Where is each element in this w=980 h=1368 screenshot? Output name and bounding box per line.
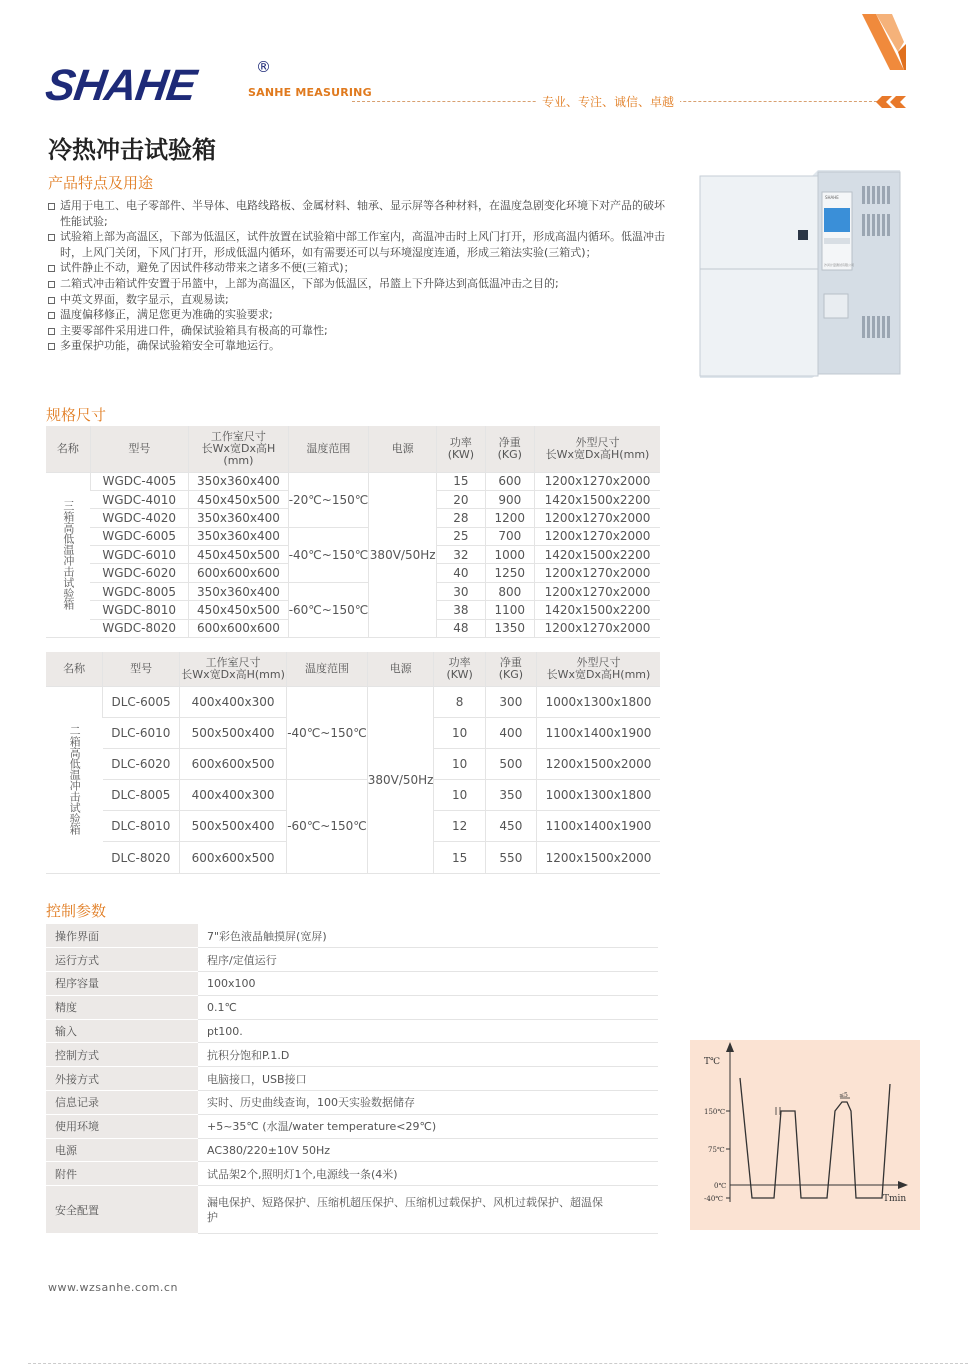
temperature-cycle-diagram (690, 1040, 920, 1230)
param-key: 外接方式 (46, 1067, 198, 1091)
feature-item: 多重保护功能，确保试验箱安全可靠地运行。 (48, 338, 668, 354)
table-row: 二箱高低温冲击试验箱 DLC-6005 400x400x300 -40℃~150℃ 380V/50Hz 8 300 1000x1300x1800 (46, 686, 660, 717)
footer-url[interactable]: www.wzsanhe.com.cn (48, 1281, 178, 1294)
power-supply-cell: 380V/50Hz (369, 472, 437, 638)
feature-item: 中英文界面，数字显示，直观易读; (48, 292, 668, 308)
feature-item: 主要零部件采用进口件，确保试验箱具有极高的可靠性; (48, 323, 668, 339)
param-value: 100x100 (198, 972, 658, 996)
param-row (46, 1162, 658, 1186)
param-key: 精度 (46, 995, 198, 1019)
temp-range-cell: -60℃~150℃ (288, 582, 369, 637)
param-row (46, 1186, 658, 1234)
col-weight-header: 净重 (KG) (485, 652, 536, 686)
x-axis-label: Tmin (883, 1194, 907, 1204)
param-key: 附件 (46, 1162, 198, 1186)
param-row (46, 1019, 658, 1043)
tick-label: -40℃ (704, 1195, 724, 1203)
param-row (46, 948, 658, 972)
footer-divider (28, 1363, 968, 1364)
chamber-brand-text: SHAHE (825, 195, 839, 200)
control-title: 控制参数 (46, 902, 107, 920)
table-header-row (46, 652, 660, 686)
param-key: 信息记录 (46, 1091, 198, 1115)
param-row (46, 1067, 658, 1091)
col-name-header: 名称 (46, 652, 103, 686)
param-key: 安全配置 (46, 1186, 198, 1234)
power-supply-cell: 380V/50Hz (367, 686, 434, 873)
param-row (46, 1091, 658, 1115)
param-key: 输入 (46, 1019, 198, 1043)
temp-range-cell: -40℃~150℃ (287, 686, 368, 780)
table-row: WGDC-8020 600x600x600 48 1350 1200x1270x2000 (46, 619, 660, 637)
table-row: WGDC-8010 450x450x500 38 1100 1420x1500x2200 (46, 601, 660, 619)
col-temp-header: 温度范围 (287, 652, 368, 686)
param-key: 程序容量 (46, 972, 198, 996)
col-power-header: 功率 (KW) (434, 652, 485, 686)
corner-decoration-icon (858, 12, 920, 112)
brand-subtitle: SANHE MEASURING (248, 86, 372, 99)
col-workroom-header: 工作室尺寸 长Wx宽Dx高H (mm) (189, 426, 289, 472)
param-value: pt100. (198, 1019, 658, 1043)
table-row: WGDC-4010 450x450x500 20 900 1420x1500x2200 (46, 490, 660, 508)
tick-label: 75℃ (708, 1146, 725, 1154)
param-value: 7"彩色液晶触摸屏(宽屏) (198, 924, 658, 948)
two-box-spec-table (46, 652, 660, 874)
time-annotation: ≤5 (839, 1092, 848, 1099)
features-list (48, 198, 668, 354)
registered-mark: ® (256, 58, 271, 76)
table-row: WGDC-4020 350x360x400 28 1200 1200x1270x2000 (46, 509, 660, 527)
table-row: WGDC-6020 600x600x600 40 1250 1200x1270x2000 (46, 564, 660, 582)
three-box-spec-table (46, 426, 660, 638)
param-value: 漏电保护、短路保护、压缩机超压保护、压缩机过载保护、风机过载保护、超温保护 (198, 1186, 658, 1234)
table-row: 三箱高低温冲击试验箱 WGDC-4005 350x360x400 -20℃~150℃ 380V/50Hz 15 600 1200x1270x2000 (46, 472, 660, 490)
page-title: 冷热冲击试验箱 (48, 136, 216, 164)
param-row (46, 1114, 658, 1138)
table-row: DLC-8005 400x400x300 -60℃~150℃ 10 350 1000x1300x1800 (46, 780, 660, 811)
col-power-header: 功率 (KW) (437, 426, 485, 472)
product-name-cell: 二箱高低温冲击试验箱 (46, 686, 103, 873)
col-name-header: 名称 (46, 426, 90, 472)
temp-range-cell: -40℃~150℃ (288, 527, 369, 582)
param-key: 使用环境 (46, 1114, 198, 1138)
col-model-header: 型号 (103, 652, 180, 686)
table-row: WGDC-8005 350x360x400 -60℃~150℃ 30 800 1200x1270x2000 (46, 582, 660, 600)
param-value: +5~35℃ (水温/water temperature<29℃) (198, 1114, 658, 1138)
temp-range-cell: -20℃~150℃ (288, 472, 369, 527)
table-row: WGDC-6005 350x360x400 -40℃~150℃ 25 700 1200x1270x2000 (46, 527, 660, 545)
col-workroom-header: 工作室尺寸 长Wx宽Dx高H(mm) (179, 652, 286, 686)
param-row (46, 924, 658, 948)
product-name-cell: 三箱高低温冲击试验箱 (46, 472, 90, 638)
table-row: WGDC-6010 450x450x500 32 1000 1420x1500x2200 (46, 546, 660, 564)
feature-item: 二箱式冲击箱试件安置于吊篮中，上部为高温区，下部为低温区，吊篮上下升降达到高低温冲击之目的; (48, 276, 668, 292)
col-power-supply-header: 电源 (369, 426, 437, 472)
feature-item: 试验箱上部为高温区，下部为低温区，试件放置在试验箱中部工作室内，高温冲击时上风门打开，形成高温内循环。低温冲击时，上风门关闭，下风门打开，形成低温内循环，如有需要还可以与环境湿度连通，形成三箱法实验(三箱式)； (48, 229, 668, 260)
col-model-header: 型号 (90, 426, 188, 472)
tick-label: 0℃ (714, 1182, 727, 1190)
col-outer-header: 外型尺寸 长Wx宽Dx高H(mm) (535, 426, 660, 472)
param-row (46, 995, 658, 1019)
col-weight-header: 净重 (KG) (485, 426, 534, 472)
brand-logo: SHAHE (42, 61, 199, 110)
param-key: 运行方式 (46, 948, 198, 972)
param-key: 控制方式 (46, 1043, 198, 1067)
test-chamber-image (694, 166, 906, 382)
col-temp-header: 温度范围 (288, 426, 369, 472)
temp-range-cell: -60℃~150℃ (287, 780, 368, 874)
table-row: DLC-8010 500x500x400 12 450 1100x1400x1900 (46, 811, 660, 842)
col-outer-header: 外型尺寸 长Wx宽Dx高H(mm) (536, 652, 660, 686)
slogan: 专业、专注、诚信、卓越 (536, 93, 680, 110)
feature-item: 适用于电工、电子零部件、半导体、电路线路板、金属材料、轴承、显示屏等各种材料，在温度急剧变化环境下对产品的破坏性能试验; (48, 198, 668, 229)
table-row: DLC-8020 600x600x500 15 550 1200x1500x2000 (46, 842, 660, 873)
param-row (46, 972, 658, 996)
col-power-supply-header: 电源 (367, 652, 434, 686)
param-value: 实时、历史曲线查询，100天实验数据储存 (198, 1091, 658, 1115)
param-key: 操作界面 (46, 924, 198, 948)
specs-title: 规格尺寸 (46, 406, 107, 424)
param-row (46, 1138, 658, 1162)
chamber-company-text: 沙河计量测试有限公司 (824, 263, 855, 267)
table-row: DLC-6020 600x600x500 10 500 1200x1500x2000 (46, 748, 660, 779)
table-header-row (46, 426, 660, 472)
param-value: 试品架2个,照明灯1个,电源线一条(4米) (198, 1162, 658, 1186)
param-key: 电源 (46, 1138, 198, 1162)
param-value: 程序/定值运行 (198, 948, 658, 972)
param-value: 抗积分饱和P.1.D (198, 1043, 658, 1067)
table-row: DLC-6010 500x500x400 10 400 1100x1400x1900 (46, 717, 660, 748)
feature-item: 温度偏移修正，满足您更为准确的实验要求; (48, 307, 668, 323)
y-axis-label: T℃ (704, 1057, 721, 1067)
tick-label: 150℃ (704, 1108, 726, 1116)
feature-item: 试件静止不动，避免了因试件移动带来之诸多不便(三箱式)； (48, 260, 668, 276)
control-params-table (46, 924, 658, 1234)
param-row (46, 1043, 658, 1067)
features-title: 产品特点及用途 (48, 174, 154, 192)
param-value: 电脑接口，USB接口 (198, 1067, 658, 1091)
param-value: 0.1℃ (198, 995, 658, 1019)
param-value: AC380/220±10V 50Hz (198, 1138, 658, 1162)
